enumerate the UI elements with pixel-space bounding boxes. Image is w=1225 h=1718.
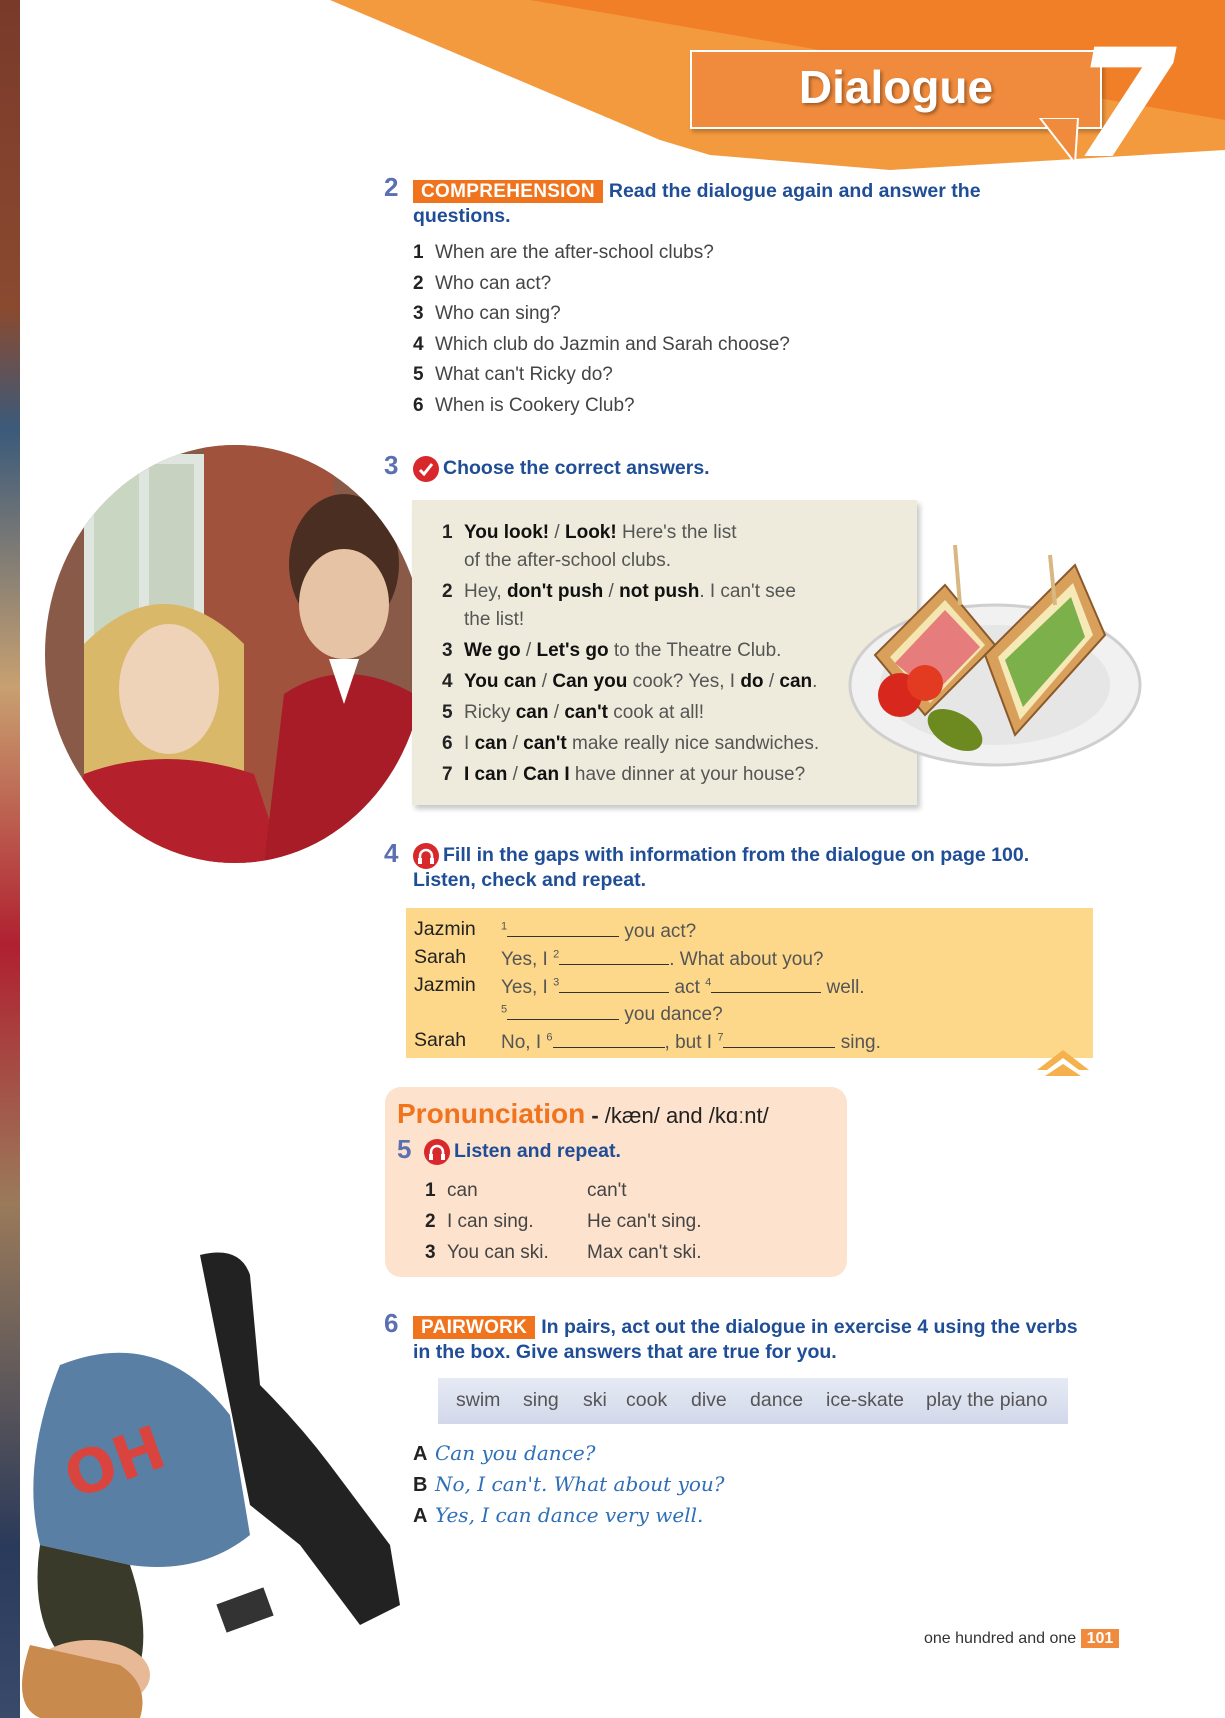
speaker-name: Sarah [414, 946, 467, 968]
example-answers [413, 1441, 913, 1541]
gap-6[interactable] [553, 1029, 665, 1048]
verb-word: cook [626, 1389, 668, 1411]
page-number-words: one hundred and one [924, 1630, 1077, 1647]
list-item: 1 You look! / Look! Here's the list [442, 522, 737, 543]
verb-word: dive [691, 1389, 727, 1411]
list-item-cont: of the after-school clubs. [464, 550, 671, 571]
gap-2[interactable] [559, 946, 669, 965]
chevron-up-icon [1033, 1040, 1093, 1076]
list-item: 2 Hey, don't push / not push. I can't see [442, 581, 796, 602]
verb-word: ski [583, 1389, 607, 1411]
exercise-2-number: 2 [384, 172, 399, 202]
breakdancer-image [0, 1245, 410, 1718]
page-number: 101 [1081, 1629, 1120, 1648]
page-title: Dialogue [798, 61, 994, 113]
gap-7[interactable] [723, 1029, 835, 1048]
gap-5[interactable] [507, 1001, 619, 1020]
list-item: A Can you dance? [413, 1441, 596, 1465]
list-item: 3 We go / Let's go to the Theatre Club. [442, 640, 782, 661]
list-item: 2 I can sing. He can't sing. [425, 1211, 702, 1232]
dialogue-line: $^1$ you act? [501, 918, 696, 943]
speech-tail [1000, 118, 1080, 168]
exercise-2-instruction-cont: questions. [413, 205, 511, 227]
svg-text:OH: OH [55, 1412, 175, 1514]
gap-4[interactable] [711, 974, 821, 993]
gap-1[interactable] [507, 918, 619, 937]
list-item-cont: the list! [464, 609, 525, 630]
list-item: 5 What can't Ricky do? [413, 364, 613, 385]
verb-word: ice-skate [826, 1389, 905, 1411]
exercise-4-instruction: Fill in the gaps with information from the dialogue on page 100. [413, 843, 1029, 869]
verb-word: dance [750, 1389, 804, 1411]
pairwork-tag: PAIRWORK [413, 1316, 535, 1339]
exercise-6-number: 6 [384, 1308, 399, 1338]
list-item: 4 Which club do Jazmin and Sarah choose? [413, 334, 790, 355]
verb-word: sing [523, 1389, 559, 1411]
sandwich-image [835, 545, 1145, 775]
speaker-name: Jazmin [414, 918, 476, 940]
verb-box [438, 1378, 1068, 1424]
exercise-6-instruction-cont: in the box. Give answers that are true for you. [413, 1341, 837, 1363]
dialogue-line: Yes, I $^3$ act $^4$ well. [501, 974, 865, 999]
list-item: 6 I can / can't make really nice sandwiches. [442, 733, 820, 754]
list-item: 3 You can ski. Max can't ski. [425, 1242, 702, 1263]
checkmark-icon [413, 456, 439, 482]
comprehension-tag: COMPREHENSION [413, 180, 603, 203]
exercise-4-instruction-cont: Listen, check and repeat. [413, 869, 647, 891]
list-item: 4 You can / Can you cook? Yes, I do / can. [442, 671, 818, 692]
exercise-4-dialogue-box [406, 908, 1093, 1058]
pronunciation-title: Pronunciation [397, 1098, 586, 1129]
pronunciation-list [425, 1180, 825, 1270]
unit-number: 7 [1072, 18, 1177, 192]
exercise-5-number: 5 [397, 1134, 412, 1164]
dialogue-line: $^5$ you dance? [501, 1001, 723, 1026]
pronunciation-heading: Pronunciation - /kæn/ and /kɑːnt/ [397, 1098, 769, 1129]
list-item: B No, I can't. What about you? [413, 1472, 725, 1496]
verb-word: swim [456, 1389, 501, 1411]
page-footer [924, 1630, 1119, 1648]
exercise-3-instruction: Choose the correct answers. [413, 456, 710, 482]
list-item: 1 can can't [425, 1180, 627, 1201]
list-item: 6 When is Cookery Club? [413, 395, 635, 416]
exercise-2-instruction: COMPREHENSION Read the dialogue again and answer the [413, 179, 981, 204]
list-item: 1 When are the after-school clubs? [413, 242, 714, 263]
exercise-4-number: 4 [384, 838, 399, 868]
question-list [413, 242, 913, 422]
verb-word: play the piano [926, 1389, 1048, 1411]
dialogue-line: No, I $^6$ , but I $^7$ sing. [501, 1029, 881, 1054]
headphones-icon [424, 1139, 450, 1165]
speaker-name: Sarah [414, 1029, 467, 1051]
headphones-icon [413, 843, 439, 869]
exercise-3-number: 3 [384, 450, 399, 480]
list-item: A Yes, I can dance very well. [413, 1503, 704, 1527]
exercise-6-instruction: PAIRWORK In pairs, act out the dialogue in exercise 4 using the verbs [413, 1315, 1078, 1340]
students-photo [44, 444, 426, 864]
list-item: 2 Who can act? [413, 273, 552, 294]
list-item: 7 I can / Can I have dinner at your house? [442, 764, 806, 785]
dialogue-line: Yes, I $^2$ . What about you? [501, 946, 823, 971]
gap-3[interactable] [559, 974, 669, 993]
speaker-name: Jazmin [414, 974, 476, 996]
list-item: 3 Who can sing? [413, 303, 561, 324]
exercise-5-instruction: Listen and repeat. [424, 1139, 621, 1165]
list-item: 5 Ricky can / can't cook at all! [442, 702, 705, 723]
